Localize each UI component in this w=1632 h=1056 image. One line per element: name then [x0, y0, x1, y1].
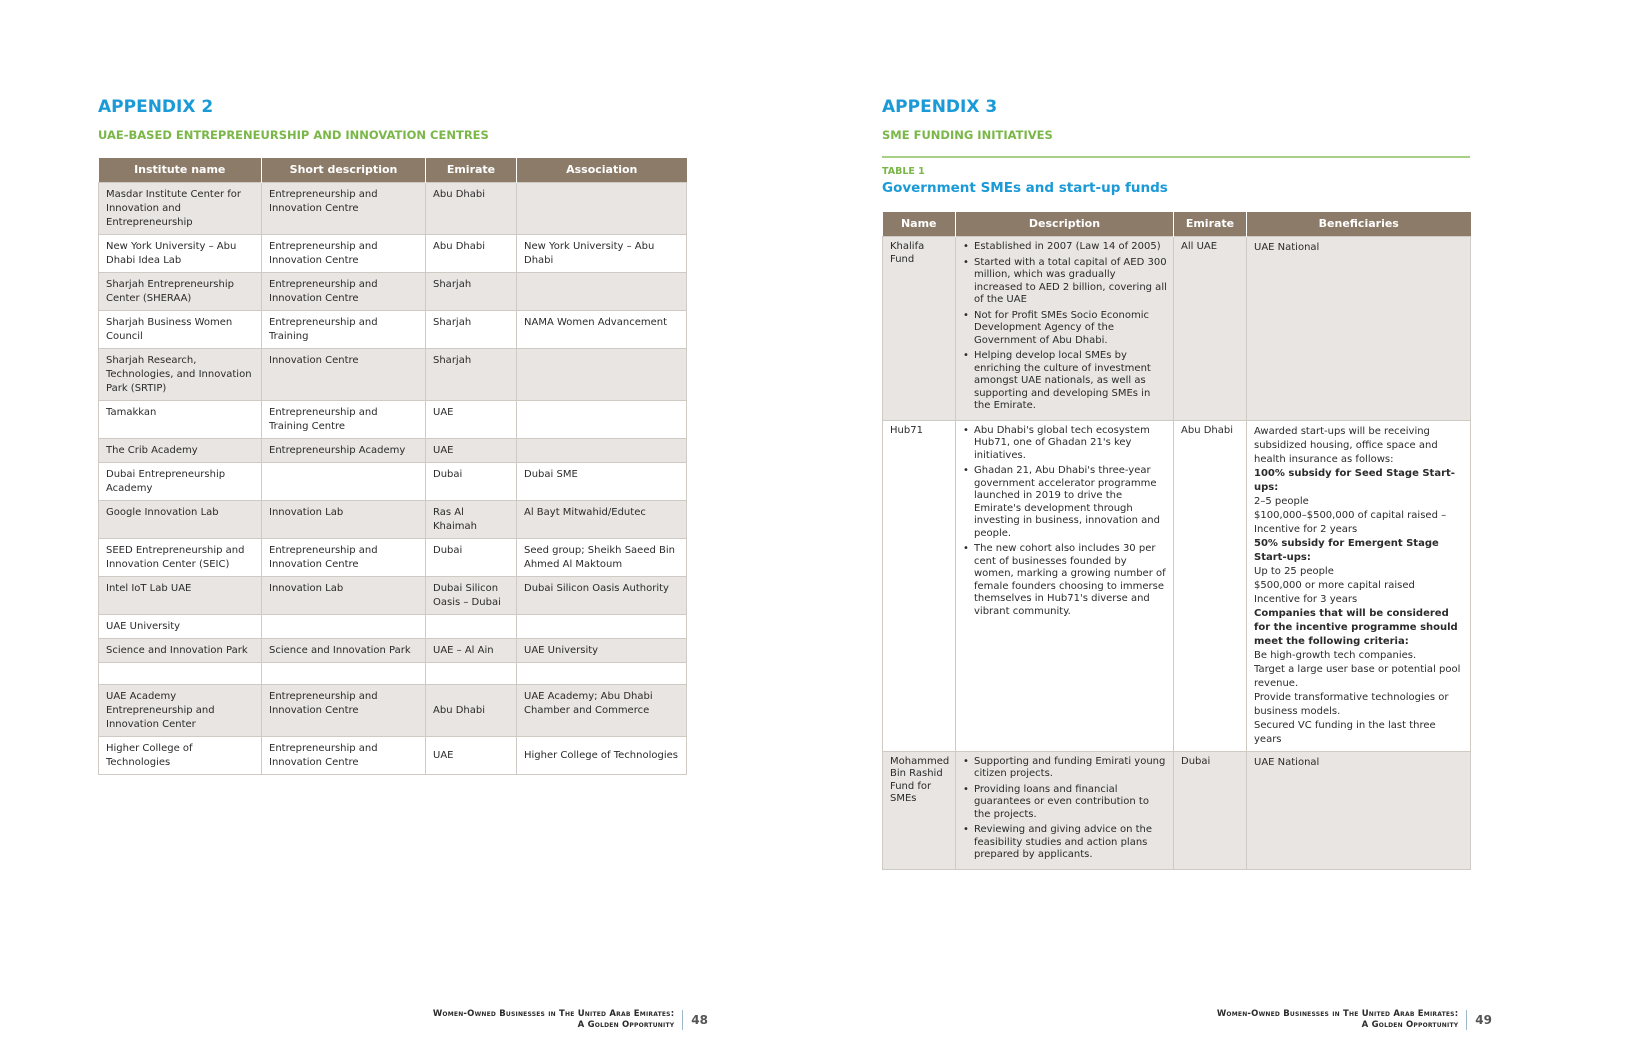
fund-name-cell: Mohammed Bin Rashid Fund for SMEs — [883, 751, 956, 869]
header-emirate: Emirate — [426, 158, 517, 183]
table-row — [99, 501, 687, 539]
header-description: Description — [956, 212, 1174, 237]
short-description-cell: Entrepreneurship and Training — [262, 311, 426, 349]
header-beneficiaries: Beneficiaries — [1247, 212, 1471, 237]
fund-name-cell: Hub71 — [883, 420, 956, 751]
emirate-cell: Sharjah — [426, 349, 517, 401]
institute-name-cell: Higher College of Technologies — [99, 737, 262, 775]
beneficiary-line: 50% subsidy for Emergent Stage Start-ups: — [1254, 537, 1439, 563]
beneficiary-line: Companies that will be considered for the incentive programme should meet the following criteria: — [1254, 607, 1458, 647]
table-row — [99, 663, 687, 685]
association-cell: Higher College of Technologies — [517, 737, 687, 775]
footer-line-2: A Golden Opportunity — [1361, 1020, 1459, 1030]
association-cell — [517, 349, 687, 401]
description-item: • Ghadan 21, Abu Dhabi's three-year government accelerator programme launched in 2019 to drive the Emirate's development through investing in business, innovation and people. — [963, 465, 1167, 540]
short-description-cell: Entrepreneurship and Innovation Centre — [262, 235, 426, 273]
table-row — [99, 183, 687, 235]
page-number: 48 — [691, 1013, 708, 1027]
beneficiary-line: Target a large user base or potential pool revenue. — [1254, 663, 1461, 689]
institute-name-cell: Sharjah Research, Technologies, and Innovation Park (SRTIP) — [99, 349, 262, 401]
association-cell: Dubai Silicon Oasis Authority — [517, 577, 687, 615]
short-description-cell: Entrepreneurship Academy — [262, 439, 426, 463]
table-row — [883, 751, 1471, 869]
footer-publication-title — [1217, 1009, 1458, 1031]
institute-name-cell: The Crib Academy — [99, 439, 262, 463]
emirate-cell: Dubai Silicon Oasis – Dubai — [426, 577, 517, 615]
fund-description-cell — [956, 237, 1174, 421]
appendix-3-subtitle: SME FUNDING INITIATIVES — [882, 128, 1053, 142]
institute-name-cell: Masdar Institute Center for Innovation and Entrepreneurship — [99, 183, 262, 235]
emirate-cell: Abu Dhabi — [426, 685, 517, 737]
description-item: • Abu Dhabi's global tech ecosystem Hub71, one of Ghadan 21's key initiatives. — [963, 425, 1167, 463]
emirate-cell — [426, 663, 517, 685]
association-cell: Al Bayt Mitwahid/Edutec — [517, 501, 687, 539]
institute-name-cell: Google Innovation Lab — [99, 501, 262, 539]
footer-line-1: Women-Owned Businesses in The United Arab Emirates: — [1216, 1009, 1459, 1019]
header-short-description: Short description — [262, 158, 426, 183]
table-title: Government SMEs and start-up funds — [882, 180, 1168, 196]
beneficiary-line: Be high-growth tech companies. — [1254, 649, 1417, 661]
table-row — [99, 685, 687, 737]
institute-name-cell: UAE Academy Entrepreneurship and Innovation Center — [99, 685, 262, 737]
association-cell: Seed group; Sheikh Saeed Bin Ahmed Al Maktoum — [517, 539, 687, 577]
association-cell: NAMA Women Advancement — [517, 311, 687, 349]
fund-description-cell — [956, 751, 1174, 869]
appendix-2-title: APPENDIX 2 — [98, 97, 214, 117]
funding-initiatives-table-body — [883, 237, 1471, 870]
header-emirate: Emirate — [1174, 212, 1247, 237]
description-list — [963, 241, 1167, 413]
table-row — [99, 235, 687, 273]
header-name: Name — [883, 212, 956, 237]
association-cell: Dubai SME — [517, 463, 687, 501]
innovation-centres-table-body — [99, 183, 687, 775]
description-item: • Reviewing and giving advice on the feasibility studies and action plans prepared by applicants. — [963, 824, 1167, 862]
short-description-cell — [262, 615, 426, 639]
institute-name-cell: Sharjah Business Women Council — [99, 311, 262, 349]
short-description-cell — [262, 463, 426, 501]
beneficiary-line: 2–5 people — [1254, 495, 1309, 507]
short-description-cell: Science and Innovation Park — [262, 639, 426, 663]
emirate-cell: Ras Al Khaimah — [426, 501, 517, 539]
description-item: • Providing loans and financial guarantees or even contribution to the projects. — [963, 784, 1167, 822]
appendix-2-subtitle: UAE-BASED ENTREPRENEURSHIP AND INNOVATION CENTRES — [98, 128, 489, 142]
table-row — [99, 737, 687, 775]
table-row — [99, 401, 687, 439]
short-description-cell: Entrepreneurship and Innovation Centre — [262, 685, 426, 737]
association-cell — [517, 439, 687, 463]
beneficiary-line: Secured VC funding in the last three years — [1254, 719, 1436, 745]
description-item: • Helping develop local SMEs by enriching the culture of investment amongst UAE nationals, as well as supporting and developing SMEs in the Emirate. — [963, 350, 1167, 413]
table-row — [883, 420, 1471, 751]
footer-line-1: Women-Owned Businesses in The United Arab Emirates: — [432, 1009, 675, 1019]
table-row — [99, 273, 687, 311]
funding-initiatives-table — [882, 212, 1471, 870]
institute-name-cell: Intel IoT Lab UAE — [99, 577, 262, 615]
association-cell — [517, 615, 687, 639]
fund-emirate-cell: Abu Dhabi — [1174, 420, 1247, 751]
table-label: TABLE 1 — [882, 166, 925, 177]
footer-line-2: A Golden Opportunity — [577, 1020, 675, 1030]
short-description-cell: Entrepreneurship and Innovation Centre — [262, 273, 426, 311]
association-cell: New York University – Abu Dhabi — [517, 235, 687, 273]
table-row — [99, 349, 687, 401]
table-row — [99, 639, 687, 663]
short-description-cell: Innovation Centre — [262, 349, 426, 401]
right-page — [816, 0, 1632, 1056]
beneficiary-line: Incentive for 3 years — [1254, 593, 1358, 605]
beneficiary-line: UAE National — [1254, 756, 1320, 768]
association-cell — [517, 401, 687, 439]
institute-name-cell: Science and Innovation Park — [99, 639, 262, 663]
short-description-cell: Innovation Lab — [262, 501, 426, 539]
institute-name-cell: UAE University — [99, 615, 262, 639]
fund-beneficiaries-cell — [1247, 751, 1471, 869]
footer-publication-title — [433, 1009, 674, 1031]
appendix-3-title: APPENDIX 3 — [882, 97, 998, 117]
footer-divider — [682, 1010, 683, 1030]
emirate-cell: UAE — [426, 737, 517, 775]
footer — [1217, 1009, 1492, 1031]
fund-name-cell: Khalifa Fund — [883, 237, 956, 421]
short-description-cell: Entrepreneurship and Innovation Centre — [262, 183, 426, 235]
table-row — [99, 439, 687, 463]
emirate-cell: Sharjah — [426, 311, 517, 349]
emirate-cell: Dubai — [426, 463, 517, 501]
short-description-cell: Entrepreneurship and Innovation Centre — [262, 539, 426, 577]
association-cell: UAE Academy; Abu Dhabi Chamber and Commerce — [517, 685, 687, 737]
short-description-cell — [262, 663, 426, 685]
beneficiary-line: $500,000 or more capital raised — [1254, 579, 1415, 591]
emirate-cell: Dubai — [426, 539, 517, 577]
institute-name-cell: SEED Entrepreneurship and Innovation Center (SEIC) — [99, 539, 262, 577]
fund-beneficiaries-cell — [1247, 420, 1471, 751]
emirate-cell: Abu Dhabi — [426, 183, 517, 235]
association-cell — [517, 183, 687, 235]
description-item: • Established in 2007 (Law 14 of 2005) — [963, 241, 1167, 254]
header-association: Association — [517, 158, 687, 183]
beneficiary-line: Awarded start-ups will be receiving subsidized housing, office space and health insurance as follows: — [1254, 425, 1438, 465]
table-row — [99, 615, 687, 639]
table-row — [99, 463, 687, 501]
emirate-cell: Sharjah — [426, 273, 517, 311]
table-header-row — [99, 158, 687, 183]
description-list — [963, 425, 1167, 619]
emirate-cell — [426, 615, 517, 639]
table-row — [99, 311, 687, 349]
description-item: • Supporting and funding Emirati young citizen projects. — [963, 756, 1167, 781]
institute-name-cell: Tamakkan — [99, 401, 262, 439]
institute-name-cell: Dubai Entrepreneurship Academy — [99, 463, 262, 501]
beneficiary-line: $100,000–$500,000 of capital raised – Incentive for 2 years — [1254, 509, 1447, 535]
association-cell: UAE University — [517, 639, 687, 663]
short-description-cell: Entrepreneurship and Innovation Centre — [262, 737, 426, 775]
institute-name-cell: New York University – Abu Dhabi Idea Lab — [99, 235, 262, 273]
description-item: • Not for Profit SMEs Socio Economic Development Agency of the Government of Abu Dhabi. — [963, 310, 1167, 348]
short-description-cell: Innovation Lab — [262, 577, 426, 615]
short-description-cell: Entrepreneurship and Training Centre — [262, 401, 426, 439]
table-row — [99, 539, 687, 577]
emirate-cell: Abu Dhabi — [426, 235, 517, 273]
fund-description-cell — [956, 420, 1174, 751]
emirate-cell: UAE – Al Ain — [426, 639, 517, 663]
description-item: • Started with a total capital of AED 300 million, which was gradually increased to AED 2 billion, covering all of the UAE — [963, 257, 1167, 307]
beneficiary-line: Provide transformative technologies or business models. — [1254, 691, 1449, 717]
fund-beneficiaries-cell — [1247, 237, 1471, 421]
beneficiary-line: Up to 25 people — [1254, 565, 1334, 577]
emirate-cell: UAE — [426, 401, 517, 439]
description-item: • The new cohort also includes 30 per cent of businesses founded by women, marking a growing number of female founders choosing to immerse themselves in Hub71's diverse and vibrant community. — [963, 543, 1167, 618]
table-header-row — [883, 212, 1471, 237]
description-list — [963, 756, 1167, 862]
table-row — [883, 237, 1471, 421]
fund-emirate-cell: All UAE — [1174, 237, 1247, 421]
innovation-centres-table — [98, 158, 687, 775]
page-number: 49 — [1475, 1013, 1492, 1027]
association-cell — [517, 663, 687, 685]
association-cell — [517, 273, 687, 311]
institute-name-cell: Sharjah Entrepreneurship Center (SHERAA) — [99, 273, 262, 311]
fund-emirate-cell: Dubai — [1174, 751, 1247, 869]
section-divider — [882, 156, 1470, 158]
institute-name-cell — [99, 663, 262, 685]
footer — [433, 1009, 708, 1031]
header-institute-name: Institute name — [99, 158, 262, 183]
footer-divider — [1466, 1010, 1467, 1030]
table-row — [99, 577, 687, 615]
beneficiary-line: UAE National — [1254, 242, 1320, 253]
emirate-cell: UAE — [426, 439, 517, 463]
beneficiary-line: 100% subsidy for Seed Stage Start-ups: — [1254, 467, 1455, 493]
